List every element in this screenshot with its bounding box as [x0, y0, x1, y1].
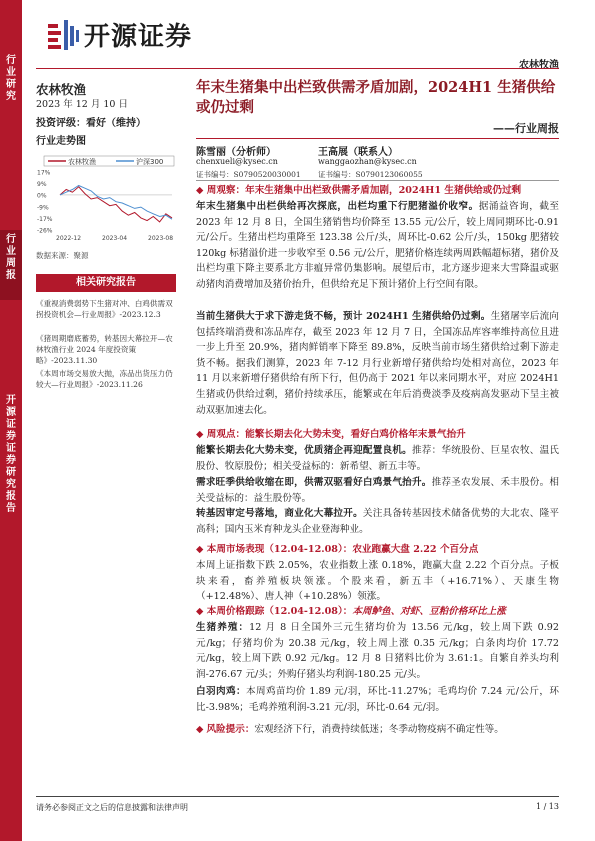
- related-report-item[interactable]: 《猪周期磨底蓄势，转基因大幕拉开—农林牧渔行业 2024 年度投资策略》-2023.11.30: [36, 334, 173, 365]
- report-date: 2023 年 12 月 10 日: [36, 99, 128, 110]
- y-tick-label: -26%: [37, 227, 53, 235]
- section-heading-text-b: 本周鲈鱼、对虾、豆粕价格环比上涨: [352, 606, 506, 617]
- y-tick-label: 0%: [37, 192, 47, 200]
- author-divider: [196, 180, 559, 181]
- paragraph-lead: 白羽肉鸡：: [196, 686, 246, 697]
- paragraph: [196, 506, 559, 537]
- kysec-logo-icon: [46, 18, 80, 52]
- section-heading-weekly-view: [196, 427, 559, 443]
- paragraph: [196, 684, 559, 715]
- related-report-item[interactable]: 《重视消费弱势下生猪对冲、白鸡供需双拐投资机会—行业周报》-2023.12.3: [36, 299, 173, 319]
- section-heading-text: 本周市场表现（12.04-12.08）：农业跑赢大盘 2.22 个百分点: [206, 544, 479, 555]
- related-report-item[interactable]: 《本周市场交易放大抛，冻品出货压力仍较大—行业周报》-2023.11.26: [36, 369, 173, 389]
- author-cert: 证书编号：S0790123060055: [318, 170, 423, 179]
- paragraph: [196, 443, 559, 474]
- paragraph-lead: 当前生猪供大于求下游走货不畅，预计 2024H1 生猪供给仍过剩。: [196, 311, 491, 322]
- risk-warning-text: 宏观经济下行，消费持续低迷；冬季动物疫病不确定性等。: [254, 724, 504, 735]
- y-tick-label: 17%: [37, 169, 51, 177]
- sector-title: 农林牧渔: [36, 82, 87, 97]
- paragraph: [196, 199, 559, 293]
- paragraph-lead: 转基因审定号落地，商业化大幕拉开。: [196, 508, 363, 519]
- x-tick-label: 2022-12: [56, 235, 82, 242]
- diamond-bullet-icon: ◆: [196, 606, 204, 617]
- paragraph-text: 12 月 8 日全国外三元生猪均价为 13.56 元/kg，较上周下跌 0.92 元/kg；仔猪均价为 20.38 元/kg，较上周上涨 0.35 元/kg；白条肉均价 17.72 元/kg，较上周下跌 0.92 元/kg。12 月 8 日猪料比价为 3.61:1。自繁自养头均利润-276.67 元/头；外购仔猪头均利润-180.25 元/头。: [196, 622, 560, 680]
- paragraph: [196, 620, 559, 682]
- diamond-bullet-icon: ◆: [196, 429, 204, 440]
- section-heading-market-performance: [196, 542, 559, 558]
- author-email[interactable]: chenxueli@kysec.cn: [196, 157, 278, 166]
- logo-text: 开源证券: [84, 22, 193, 52]
- related-reports-heading: 相关研究报告: [36, 274, 176, 292]
- paragraph: [196, 309, 559, 418]
- legend-label-series1: 农林牧渔: [68, 158, 96, 166]
- band-segment-research: [0, 55, 22, 115]
- trend-chart-title: 行业走势图: [36, 136, 86, 147]
- section-heading-weekly-observation: [196, 183, 559, 199]
- y-tick-label: -9%: [37, 204, 49, 212]
- paragraph-text: 关注具备转基因技术储备优势的大北农、隆平高科；国内玉米育种龙头企业登海种业。: [196, 508, 560, 535]
- author-email[interactable]: wanggaozhan@kysec.cn: [318, 157, 417, 166]
- band-segment-brand: [0, 395, 22, 535]
- report-type: ——行业周报: [493, 122, 559, 135]
- section-heading-text: 周观点：能繁长期去化大势未变，看好白鸡价格年末景气抬升: [206, 429, 466, 440]
- page-number: 1 / 13: [535, 802, 559, 811]
- paragraph-text: 推荐：华统股份、巨星农牧、温氏股份、牧原股份；相关受益标的：新希望、新五丰等。: [196, 445, 560, 472]
- paragraph-text: 生猪屠宰后流向包括终端消费和冻品库存，截至 2023 年 12 月 7 日，全国冻品库容率维持高位且进一步上升至 20.9%，猪肉鲜销率下降至 89.8%，反映当前市场生猪供给过剩下游走货不畅。据我们测算，2023 年 7-12 月行业新增仔猪供给均处相对高位，2023 年 11 月以来新增仔猪供给有所下行，但仍高于 2021 年以来同期水平，对应 2024H1 生猪或仍供给过剩，猪价持续承压，能繁或在年后消费淡季及疫病高发驱动下呈主被动双驱加速去化。: [196, 311, 559, 416]
- risk-warning-label: 风险提示：: [206, 724, 255, 735]
- trend-chart: [36, 152, 176, 247]
- band-segment-weekly: [0, 230, 22, 300]
- rating: [36, 114, 176, 129]
- band-text-brand: 开源证券 证券研究报告: [6, 395, 16, 514]
- header-divider: [36, 68, 559, 69]
- y-tick-label: 9%: [37, 181, 47, 189]
- paragraph-lead: 能繁长期去化大势未变，优质猪企再迎配置良机。: [196, 445, 412, 456]
- paragraph-text: 本周鸡苗均价 1.89 元/羽，环比-11.27%；毛鸡均价 7.24 元/公斤，环比-3.98%；毛鸡养殖利润-3.21 元/羽，环比-0.64 元/羽。: [196, 686, 559, 713]
- section-heading-text: 周观察：年末生猪集中出栏致供需矛盾加剧，2024H1 生猪供给或仍过剩: [206, 185, 522, 196]
- band-text-research: 行业研究: [6, 55, 16, 102]
- author-name: 陈雪丽（分析师）: [196, 147, 276, 158]
- paragraph: 本周上证指数下跌 2.05%，农业指数上涨 0.18%，跑赢大盘 2.22 个百分点。子板块来看，畜养殖板块领涨。个股来看，新五丰（+16.71%）、天康生物（+12.48%）、唐人神（+10.28%）领涨。: [196, 560, 559, 603]
- paragraph-text: 推荐圣农发展、禾丰股份。相关受益标的：益生股份等。: [196, 477, 560, 504]
- paragraph-text: 据涌益咨询，截至 2023 年 12 月 8 日，全国生猪销售均价降至 13.55 元/公斤，较上周同期环比-0.91 元/公斤。生猪出栏均重降至 123.38 公斤/头，周环比-0.62 公斤/头，150kg 肥猪较 120kg 标猪溢价进一步收窄至 0.56 元/公斤，肥猪价格连续两周跌幅超标猪，猪价及出栏均重下降主要系北方非瘟异常仍集影响。展望后市，北方逐步迎来大雪降温或驱动猪肉消费增加及猪价抬升，但供给充足下预计猪价上行空间有限。: [196, 201, 560, 290]
- section-heading-price-tracking: [196, 604, 559, 620]
- report-title: 年末生猪集中出栏致供需矛盾加剧，2024H1 生猪供给或仍过剩: [196, 79, 556, 116]
- footer-disclaimer: 请务必参阅正文之后的信息披露和法律声明: [36, 803, 188, 812]
- side-band: [0, 0, 22, 841]
- legend-label-series2: 沪深300: [136, 158, 164, 166]
- x-tick-label: 2023-08: [148, 235, 174, 242]
- series-line-2: [60, 186, 172, 220]
- paragraph-lead: 生猪养殖：: [196, 622, 250, 633]
- section-heading-text-a: 本周价格跟踪（12.04-12.08）：: [206, 606, 353, 617]
- series-line-1: [60, 187, 172, 222]
- band-text-weekly: 行业周报: [6, 234, 16, 281]
- y-tick-label: -17%: [37, 215, 53, 223]
- rating-label: 投资评级：: [36, 118, 86, 129]
- diamond-bullet-icon: ◆: [196, 544, 204, 555]
- footer-divider: [36, 796, 559, 797]
- paragraph-lead: 需求旺季供给收缩在即，供需双驱看好白鸡景气抬升。: [196, 477, 432, 488]
- diamond-bullet-icon: ◆: [196, 185, 204, 196]
- risk-warning: [196, 722, 559, 738]
- chart-legend: [44, 156, 174, 166]
- paragraph-lead: 年末生猪集中出栏供给再次探底，出栏均重下行肥猪溢价收窄。: [196, 201, 479, 212]
- rating-value: 看好（维持）: [86, 118, 146, 129]
- x-tick-label: 2023-04: [102, 235, 128, 242]
- diamond-bullet-icon: ◆: [196, 724, 204, 735]
- data-source: 数据来源：聚源: [36, 251, 89, 260]
- author-cert: 证书编号：S0790520030001: [196, 170, 301, 179]
- title-divider: [196, 138, 559, 139]
- author-name: 王高展（联系人）: [318, 147, 398, 158]
- paragraph: [196, 475, 559, 506]
- header-sector: 农林牧渔: [519, 60, 559, 71]
